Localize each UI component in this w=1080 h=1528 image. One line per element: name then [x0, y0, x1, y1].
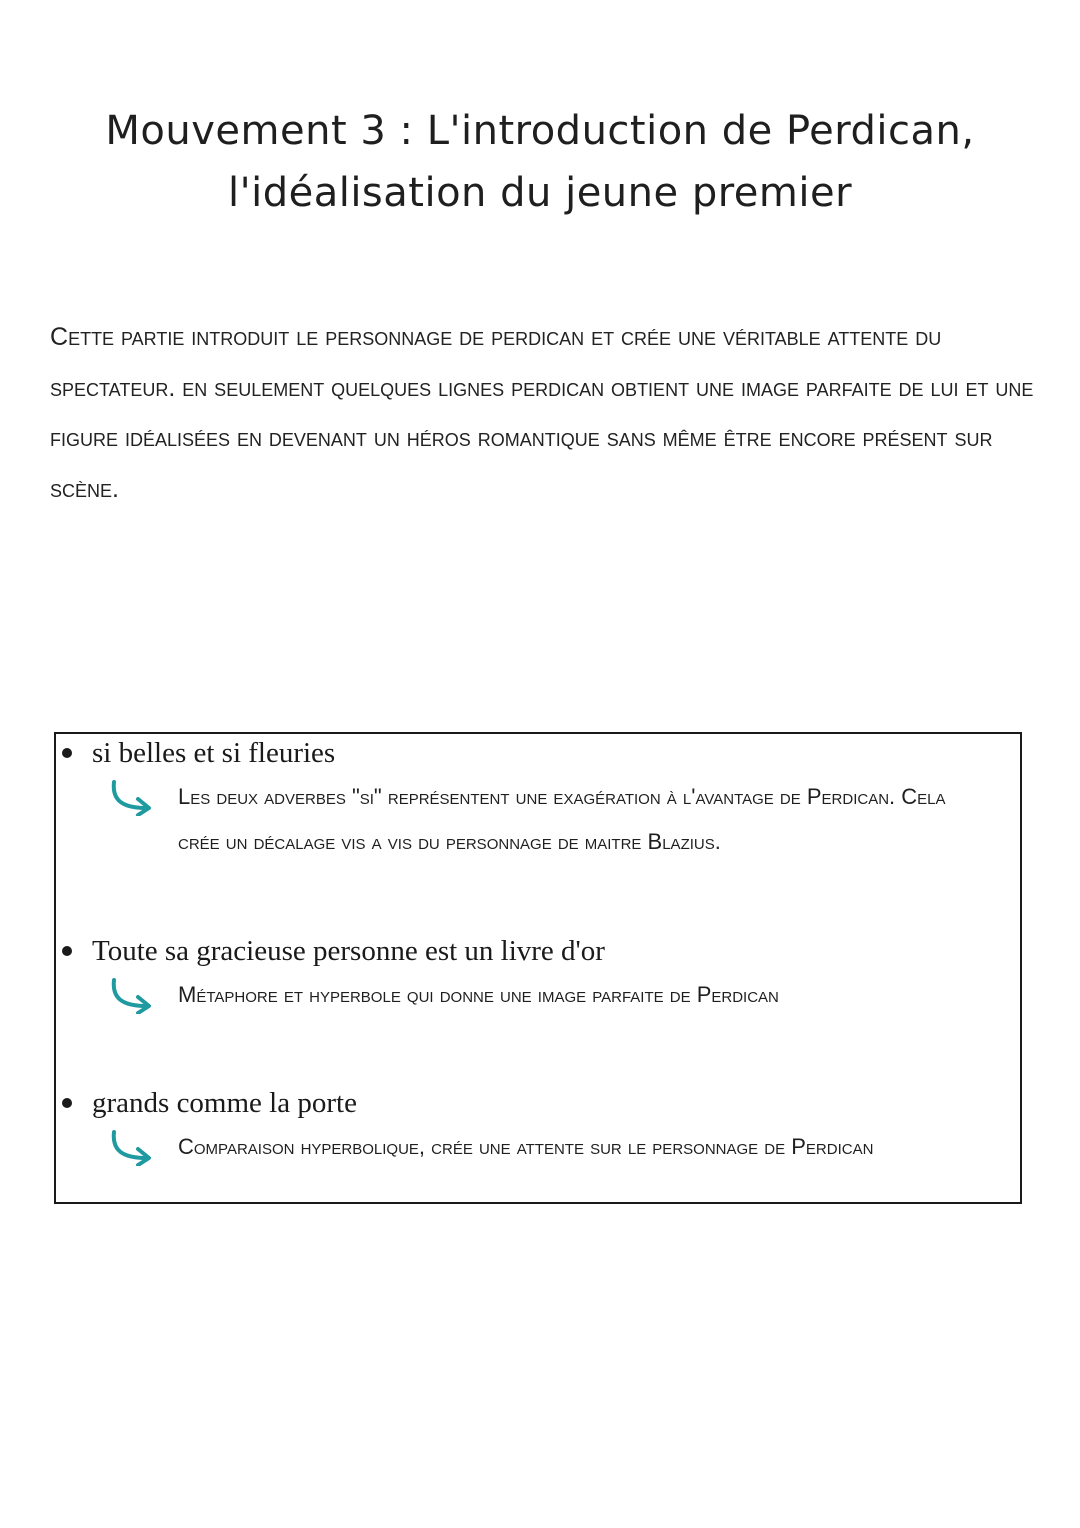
curved-arrow-icon — [108, 1128, 160, 1166]
quote-text: grands comme la porte — [92, 1087, 357, 1119]
bullet-icon — [62, 1098, 72, 1108]
curved-arrow-icon — [108, 976, 160, 1014]
page-title-line-1: Mouvement 3 : L'introduction de Perdican, — [105, 108, 975, 154]
quote-text: si belles et si fleuries — [92, 737, 336, 769]
bullet-icon — [62, 748, 72, 758]
curved-arrow-icon — [108, 778, 160, 816]
comment-text: Comparaison hyperbolique, crée une attente sur le personnage de Perdican — [178, 1134, 874, 1159]
page-title-line-2: l'idéalisation du jeune premier — [227, 170, 853, 216]
bullet-icon — [62, 946, 72, 956]
analysis-box — [54, 732, 1022, 1204]
comment-text: Métaphore et hyperbole qui donne une image parfaite de Perdican — [178, 982, 779, 1007]
intro-paragraph: Cette partie introduit le personnage de perdican et crée une véritable attente du spectateur. en seulement quelques lignes perdican obtient une image parfaite de lui et une figure idéalisées en devenant un héros romantique sans même être encore présent sur scène. — [50, 323, 1034, 503]
comment-text: Les deux adverbes "si" représentent une exagération à l'avantage de Perdican. Cela crée un décalage vis a vis du personnage de maitre Blazius. — [178, 784, 946, 854]
quote-text: Toute sa gracieuse personne est un livre d'or — [92, 935, 605, 967]
